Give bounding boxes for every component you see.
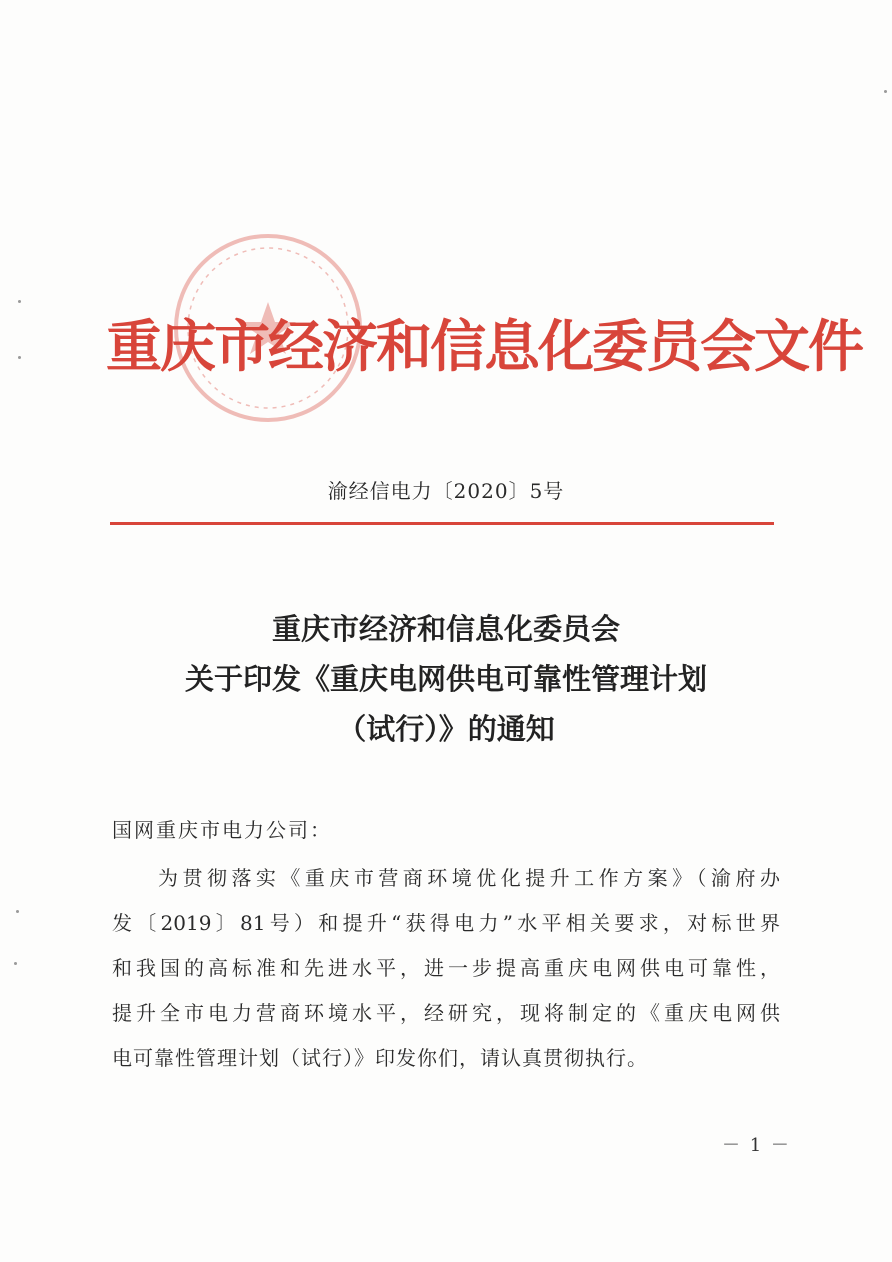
- body-line: 电可靠性管理计划（试行）》印发你们，请认真贯彻执行。: [112, 1046, 648, 1070]
- body-line: 和我国的高标准和先进水平，进一步提高重庆电网供电可靠性，: [112, 956, 780, 980]
- red-divider-line: [110, 522, 774, 525]
- scan-speck: [884, 90, 887, 93]
- issuer-header-title: 重庆市经济和信息化委员会文件: [106, 315, 862, 380]
- notice-title: [110, 604, 782, 754]
- scan-speck: [18, 356, 21, 359]
- body-line: 为贯彻落实《重庆市营商环境优化提升工作方案》（渝府办: [158, 866, 780, 890]
- body-line: 提升全市电力营商环境水平，经研究，现将制定的《重庆电网供: [112, 1001, 780, 1025]
- scan-speck: [18, 300, 21, 303]
- body-paragraph: [112, 856, 780, 1081]
- recipient-line: 国网重庆市电力公司：: [112, 818, 332, 842]
- notice-title-line: （试行）》的通知: [337, 712, 555, 746]
- page-number: － 1 －: [722, 1135, 791, 1156]
- scan-speck: [16, 910, 19, 913]
- document-number: 渝经信电力〔2020〕5号: [327, 479, 565, 503]
- notice-title-line: 关于印发《重庆电网供电可靠性管理计划: [184, 662, 707, 696]
- body-line: 发〔2019〕81号）和提升“获得电力”水平相关要求，对标世界: [112, 911, 780, 935]
- scan-speck: [14, 962, 17, 965]
- notice-title-line: 重庆市经济和信息化委员会: [271, 612, 620, 646]
